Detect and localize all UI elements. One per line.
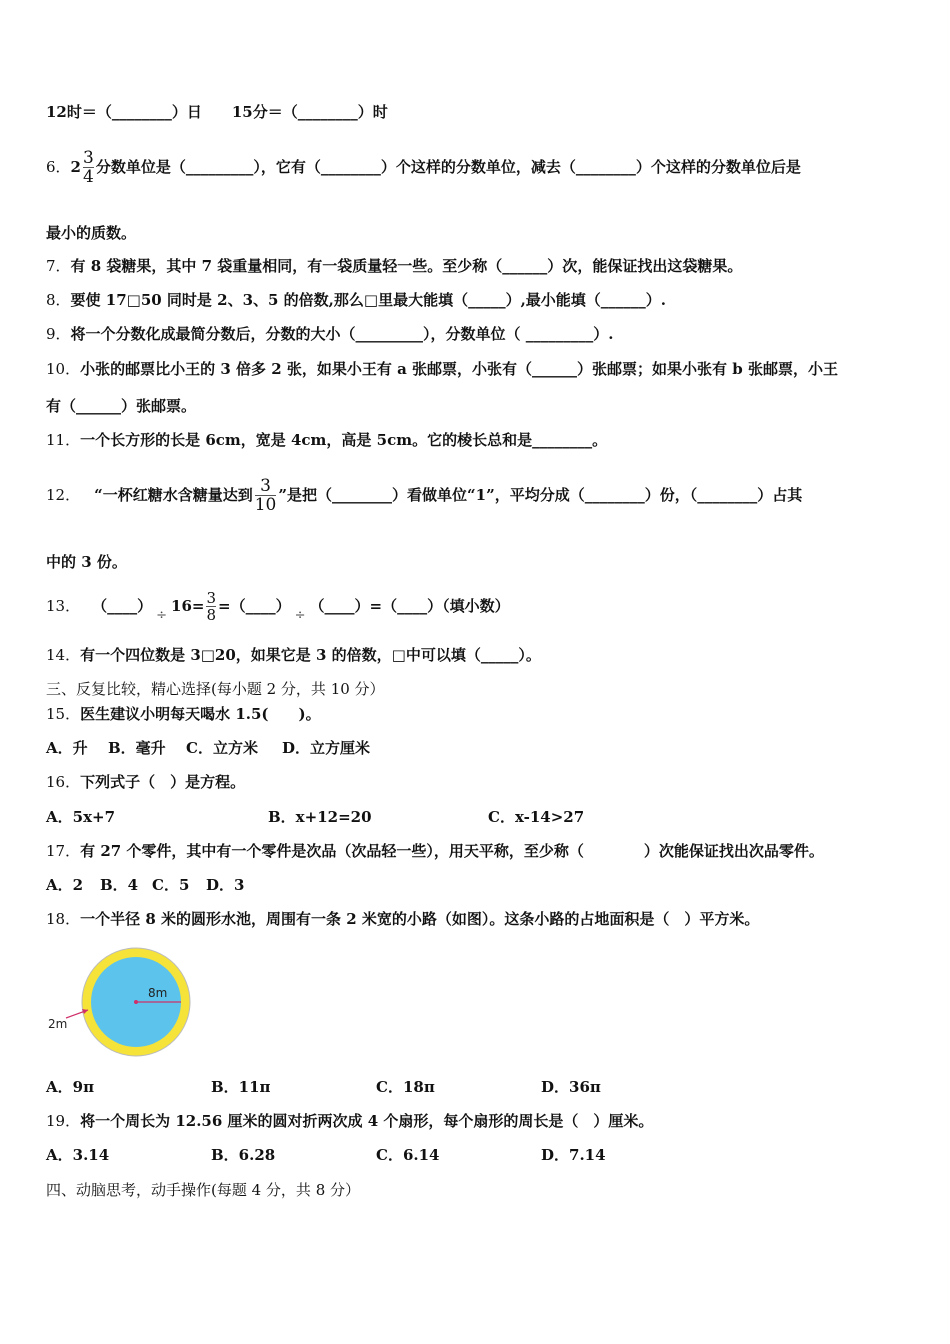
q19-option-c[interactable]: C．6.14 — [376, 1146, 440, 1164]
q13-frac-num: 3 — [206, 589, 217, 607]
path-width-label: 2m — [48, 1017, 68, 1031]
section-4-heading — [46, 1180, 360, 1200]
question-11 — [46, 430, 607, 450]
q13-mid: 16= — [171, 597, 205, 615]
q13-div-sign-2: ÷ — [294, 608, 306, 623]
question-17 — [46, 841, 824, 861]
q11-text: 一个长方形的长是 6cm，宽是 4cm，高是 5cm。它的棱长总和是________。 — [80, 431, 608, 449]
q17-number: 17． — [46, 842, 81, 860]
q8-number: 8． — [46, 291, 71, 309]
q6-whole: 2 — [70, 158, 81, 176]
q16-number: 16． — [46, 773, 81, 791]
q12-pre: “一杯红糖水含糖量达到 — [94, 486, 253, 504]
section-3-text: 三、反复比较，精心选择(每小题 2 分，共 10 分） — [46, 680, 385, 698]
question-9 — [46, 324, 614, 344]
question-10 — [46, 359, 838, 379]
q19-option-d[interactable]: D．7.14 — [541, 1146, 606, 1164]
q18-option-a[interactable]: A．9π — [46, 1078, 95, 1096]
q13-frac-den: 8 — [206, 606, 217, 624]
q6-number: 6． — [46, 158, 71, 176]
q12-text2: 中的 3 份。 — [46, 553, 127, 571]
question-14 — [46, 645, 541, 665]
q19-option-a[interactable]: A．3.14 — [46, 1146, 110, 1164]
q13-div-sign: ÷ — [156, 608, 168, 623]
question-7 — [46, 256, 742, 276]
q16-text: 下列式子（ ）是方程。 — [80, 773, 246, 791]
q19-options — [46, 1145, 606, 1165]
q5-part1: 12时＝（________）日 — [46, 103, 202, 121]
q15-number: 15． — [46, 705, 81, 723]
q9-number: 9． — [46, 325, 71, 343]
q15-text: 医生建议小明每天喝水 1.5( )。 — [80, 705, 321, 723]
q6-fraction — [83, 150, 94, 186]
q7-number: 7． — [46, 257, 71, 275]
q10-number: 10． — [46, 360, 81, 378]
question-6-cont — [46, 223, 136, 243]
q12-number: 12． — [46, 486, 81, 504]
q15-option-d[interactable]: D．立方厘米 — [282, 739, 371, 757]
q5-part2: 15分＝（________）时 — [231, 103, 388, 121]
q16-option-b[interactable]: B．x+12=20 — [268, 808, 372, 826]
question-15 — [46, 704, 321, 724]
q12-text: ”是把（________）看做单位“1”，平均分成（________）份，（________）占其 — [278, 486, 803, 504]
section-4-text: 四、动脑思考，动手操作(每题 4 分，共 8 分） — [46, 1181, 361, 1199]
question-12-cont — [46, 552, 127, 572]
q12-fraction — [255, 478, 277, 514]
q9-text: 将一个分数化成最简分数后，分数的大小（_________），分数单位（ _________）. — [70, 325, 614, 343]
q18-option-b[interactable]: B．11π — [211, 1078, 271, 1096]
q12-frac-num: 3 — [260, 476, 271, 496]
q17-option-a[interactable]: A．2 — [46, 876, 84, 894]
question-13 — [46, 591, 510, 623]
q13-fraction — [206, 591, 216, 623]
q18-pool-figure — [44, 942, 204, 1062]
question-8 — [46, 290, 666, 310]
q12-frac-den: 10 — [254, 495, 277, 515]
q7-text: 有 8 袋糖果，其中 7 袋重量相同，有一袋质量轻一些。至少称（______）次，能保证找出这袋糖果。 — [70, 257, 743, 275]
q10-text2: 有（______）张邮票。 — [46, 397, 197, 415]
q19-text: 将一个周长为 12.56 厘米的圆对折两次成 4 个扇形，每个扇形的周长是（ ）厘米。 — [80, 1112, 654, 1130]
q18-number: 18． — [46, 910, 81, 928]
q6-frac-den: 4 — [82, 167, 94, 187]
q13-number: 13． — [46, 597, 81, 615]
q17-option-d[interactable]: D．3 — [206, 876, 245, 894]
center-dot — [134, 1000, 138, 1004]
q6-text: 分数单位是（_________），它有（________）个这样的分数单位，减去（________）个这样的分数单位后是 — [95, 158, 801, 176]
section-3-heading — [46, 679, 385, 699]
q17-text: 有 27 个零件，其中有一个零件是次品（次品轻一些），用天平称，至少称（ ）次能保证找出次品零件。 — [80, 842, 824, 860]
q13-eq1: =（____） — [218, 597, 291, 615]
q15-option-b[interactable]: B．毫升 — [108, 739, 166, 757]
q16-options — [46, 807, 584, 827]
question-19 — [46, 1111, 653, 1131]
q18-option-d[interactable]: D．36π — [541, 1078, 601, 1096]
q16-option-a[interactable]: A．5x+7 — [46, 808, 116, 826]
q6-frac-num: 3 — [82, 148, 94, 168]
q17-option-b[interactable]: B．4 — [100, 876, 139, 894]
q13-blank1: （____） — [92, 597, 153, 615]
q19-option-b[interactable]: B．6.28 — [211, 1146, 276, 1164]
q15-options — [46, 738, 370, 758]
radius-label: 8m — [148, 986, 168, 1000]
q15-option-a[interactable]: A．升 — [46, 739, 88, 757]
q18-option-c[interactable]: C．18π — [376, 1078, 435, 1096]
q13-tail: （____）=（____）（填小数） — [309, 597, 510, 615]
question-6 — [46, 150, 801, 186]
q11-number: 11． — [46, 431, 81, 449]
question-18 — [46, 909, 759, 929]
q10-text: 小张的邮票比小王的 3 倍多 2 张，如果小王有 a 张邮票，小张有（______）张邮票；如果小张有 b 张邮票，小王 — [80, 360, 838, 378]
q8-text: 要使 17□50 同时是 2、3、5 的倍数,那么□里最大能填（_____）,最小能填（______）. — [70, 291, 667, 309]
q18-options — [46, 1077, 601, 1097]
question-16 — [46, 772, 245, 792]
q5-tail-line — [46, 102, 388, 122]
q17-option-c[interactable]: C．5 — [152, 876, 190, 894]
q14-number: 14． — [46, 646, 81, 664]
q15-option-c[interactable]: C．立方米 — [186, 739, 258, 757]
question-12 — [46, 478, 802, 514]
q6-text2: 最小的质数。 — [46, 224, 137, 242]
question-10-cont — [46, 396, 196, 416]
q18-text: 一个半径 8 米的圆形水池，周围有一条 2 米宽的小路（如图）。这条小路的占地面积是（ ）平方米。 — [80, 910, 760, 928]
q17-options — [46, 875, 244, 895]
q16-option-c[interactable]: C．x-14>27 — [488, 808, 585, 826]
q14-text: 有一个四位数是 3□20，如果它是 3 的倍数，□中可以填（_____）。 — [80, 646, 541, 664]
q19-number: 19． — [46, 1112, 81, 1130]
